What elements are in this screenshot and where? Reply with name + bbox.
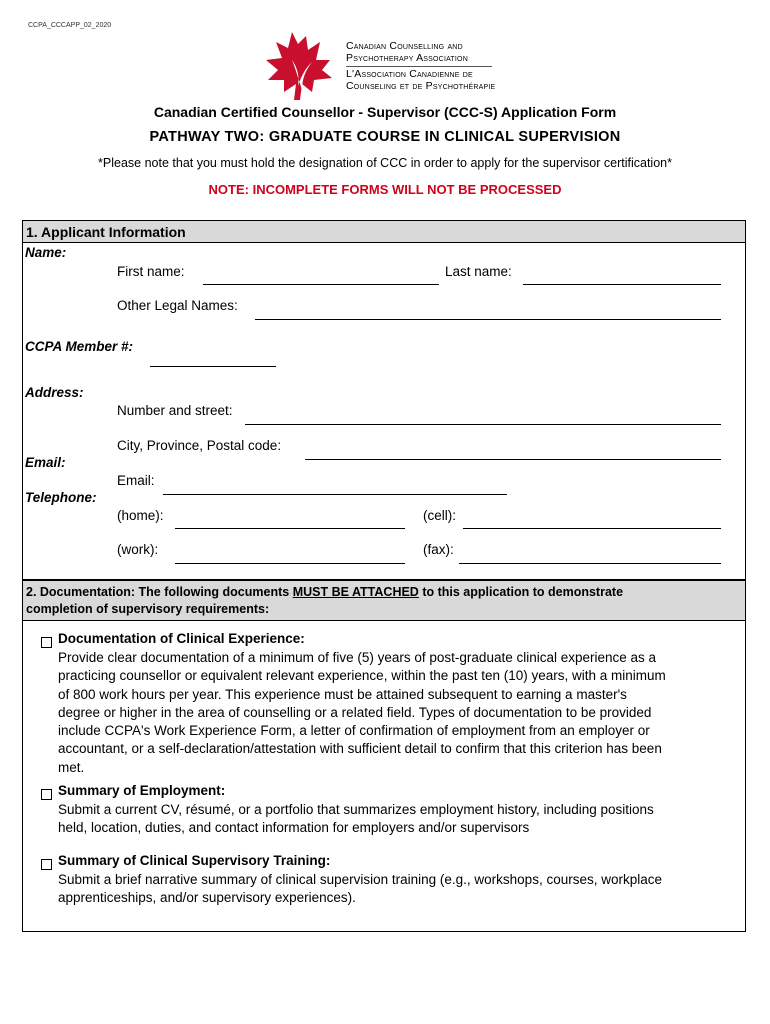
applicant-information-section — [22, 220, 746, 580]
email-field[interactable] — [163, 494, 507, 495]
description-line: apprenticeships, and/or supervisory experiences). — [58, 890, 356, 906]
org-en-line1: Canadian Counselling and — [346, 40, 463, 52]
description-line: of 800 work hours per year. This experience must be attained subsequent to earning a master's — [58, 686, 627, 702]
clinical-experience-title: Documentation of Clinical Experience: — [58, 631, 305, 646]
last-name-field[interactable] — [523, 284, 721, 285]
first-name-label: First name: — [117, 264, 185, 279]
fax-field[interactable] — [459, 563, 721, 564]
description-line: held, location, duties, and contact information for employers and/or supervisors — [58, 820, 530, 836]
other-names-field[interactable] — [255, 319, 721, 320]
org-fr-line1: L'Association Canadienne de — [346, 68, 473, 80]
street-field[interactable] — [245, 424, 721, 425]
section2-title-mid: The following documents — [138, 585, 293, 599]
first-name-field[interactable] — [203, 284, 439, 285]
work-phone-field[interactable] — [175, 563, 405, 564]
other-names-label: Other Legal Names: — [117, 298, 238, 313]
supervisory-training-checkbox[interactable] — [41, 859, 52, 870]
form-code: CCPA_CCCAPP_02_2020 — [28, 22, 112, 29]
name-label: Name: — [25, 245, 67, 260]
cell-phone-field[interactable] — [463, 528, 721, 529]
section1-header: 1. Applicant Information — [23, 221, 745, 243]
pathway-title: PATHWAY TWO: GRADUATE COURSE IN CLINICAL SUPERVISION — [149, 129, 621, 145]
address-label: Address: — [25, 385, 84, 400]
maple-leaf-logo-icon — [262, 30, 340, 102]
supervisory-training-description — [58, 871, 748, 908]
description-line: met. — [58, 759, 85, 775]
description-line: Submit a current CV, résumé, or a portfolio that summarizes employment history, including positions — [58, 802, 654, 817]
description-line: Submit a brief narrative summary of clinical supervision training (e.g., workshops, courses, workplace — [58, 872, 662, 887]
street-label: Number and street: — [117, 403, 233, 418]
designation-note: *Please note that you must hold the designation of CCC in order to apply for the supervisor certification* — [98, 156, 672, 170]
organization-name — [346, 40, 495, 92]
section2-title-suffix: to this application to demonstrate — [418, 585, 624, 599]
section2-title: 2. Documentation: — [26, 585, 139, 599]
incomplete-warning: NOTE: INCOMPLETE FORMS WILL NOT BE PROCESSED — [208, 182, 562, 197]
description-line: include CCPA's Work Experience Form, a letter of confirmation of employment from an employer or — [58, 723, 650, 739]
description-line: degree or higher in the area of counselling or a related field. Types of documentation to be provided — [58, 704, 652, 720]
telephone-label: Telephone: — [25, 490, 97, 505]
section2-title-line2: completion of supervisory requirements: — [26, 602, 270, 616]
city-label: City, Province, Postal code: — [117, 438, 282, 453]
description-line: accountant, or a self-declaration/attestation with sufficient detail to confirm that this criterion has been — [58, 741, 662, 757]
home-phone-label: (home): — [117, 508, 164, 523]
description-line: practicing counsellor or equivalent relevant experience, within the past ten (10) years, with a minimum — [58, 668, 666, 684]
cell-phone-label: (cell): — [423, 508, 456, 523]
last-name-label: Last name: — [445, 264, 512, 279]
org-en-line2: Psychotherapy Association — [346, 52, 468, 64]
employment-summary-checkbox[interactable] — [41, 789, 52, 800]
employment-summary-title: Summary of Employment: — [58, 783, 226, 798]
description-line: Provide clear documentation of a minimum of five (5) years of post-graduate clinical experience as a — [58, 650, 657, 665]
member-number-field[interactable] — [150, 366, 276, 367]
fax-label: (fax): — [423, 542, 454, 557]
form-title: Canadian Certified Counsellor - Supervisor (CCC-S) Application Form — [153, 104, 617, 120]
documentation-section — [22, 580, 746, 932]
org-divider — [346, 66, 492, 67]
clinical-experience-description — [58, 649, 748, 777]
work-phone-label: (work): — [117, 542, 159, 557]
email-section-label: Email: — [25, 455, 66, 470]
employment-summary-description — [58, 801, 748, 838]
must-be-attached-text: MUST BE ATTACHED — [292, 585, 419, 599]
email-label: Email: — [117, 473, 155, 488]
supervisory-training-title: Summary of Clinical Supervisory Training: — [58, 853, 331, 868]
city-field[interactable] — [305, 459, 721, 460]
section2-header — [23, 581, 745, 621]
home-phone-field[interactable] — [175, 528, 405, 529]
member-number-label: CCPA Member #: — [25, 339, 134, 354]
clinical-experience-checkbox[interactable] — [41, 637, 52, 648]
org-fr-line2: Counseling et de Psychothérapie — [346, 80, 496, 92]
